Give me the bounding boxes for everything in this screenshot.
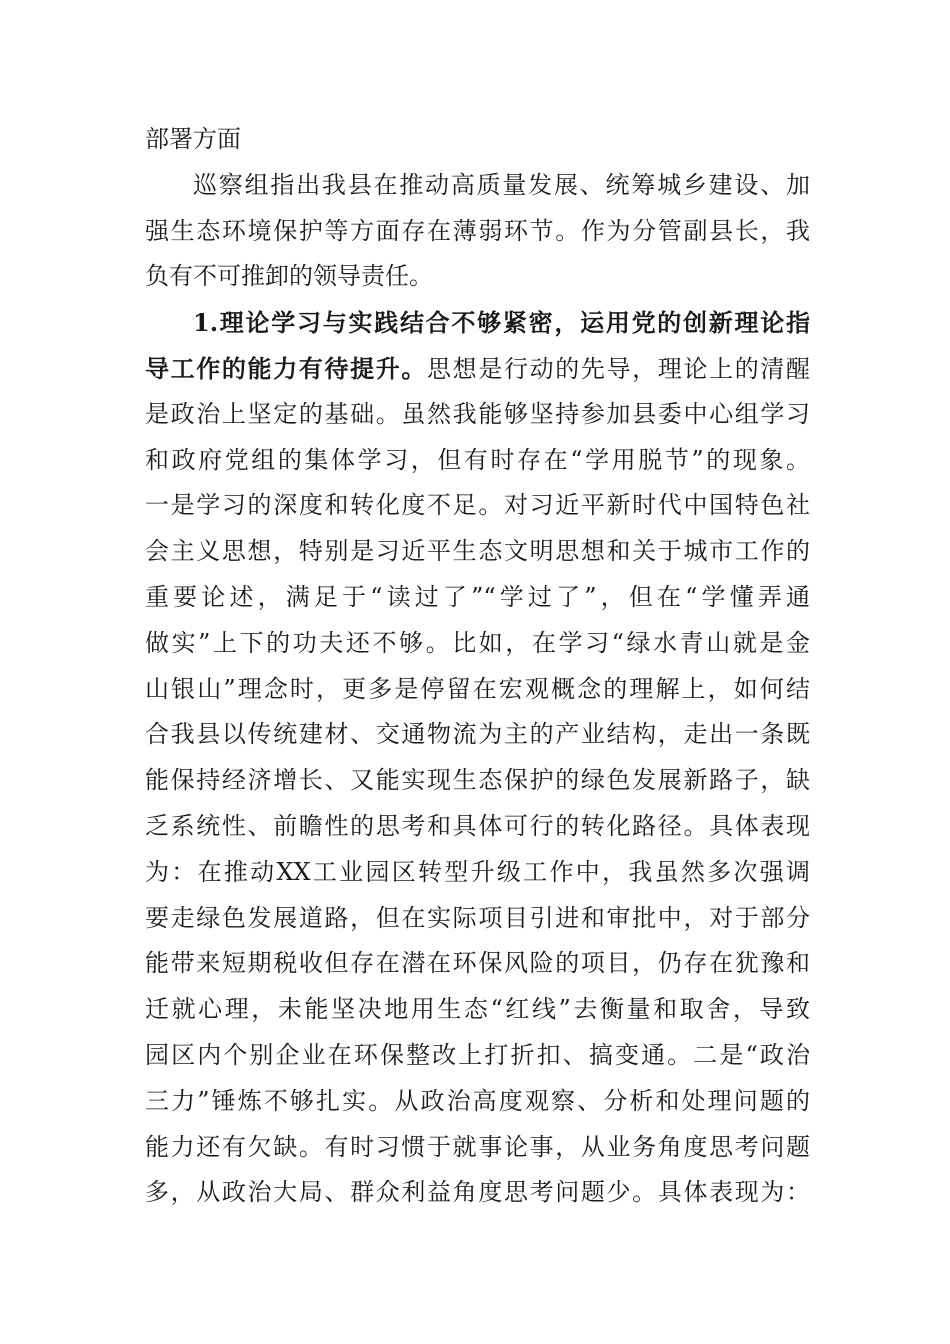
paragraph-line: 能保持经济增长、又能实现生态保护的绿色发展新路子，缺 [145,766,810,795]
paragraph-line: 三力”锤炼不够扎实。从政治高度观察、分析和处理问题的 [145,1086,810,1115]
paragraph-line: 是政治上坚定的基础。虽然我能够坚持参加县委中心组学习 [145,399,810,428]
paragraph-line: 迁就心理，未能坚决地用生态“红线”去衡量和取舍，导致 [145,995,810,1024]
paragraph-line: 合我县以传统建材、交通物流为主的产业结构，走出一条既 [145,720,810,749]
paragraph-line: 负有不可推卸的领导责任。 [145,262,433,291]
document-body [145,117,810,1216]
numbered-point-title: 1.理论学习与实践结合不够紧密，运用党的创新理论指 [193,308,810,338]
paragraph-line: 园区内个别企业在环保整改上打折扣、搞变通。二是“政治 [145,1040,810,1069]
section-heading-tail: 部署方面 [145,125,241,153]
paragraph-line: 多，从政治大局、群众利益角度思考问题少。具体表现为： [145,1178,810,1207]
paragraph-line: 乏系统性、前瞻性的思考和具体可行的转化路径。具体表现 [145,811,810,840]
paragraph-text: 思想是行动的先导，理论上的清醒 [427,354,811,383]
paragraph-line: 山银山”理念时，更多是停留在宏观概念的理解上，如何结 [145,674,810,703]
paragraph-inspection-findings [145,163,810,300]
paragraph-line: 强生态环境保护等方面存在薄弱环节。作为分管副县长，我 [145,216,810,245]
paragraph-line [145,346,810,392]
paragraph-line: 巡察组指出我县在推动高质量发展、统筹城乡建设、加 [193,170,810,199]
paragraph-line: 一是学习的深度和转化度不足。对习近平新时代中国特色社 [145,491,810,520]
paragraph-line: 重要论述，满足于“读过了”“学过了”，但在“学懂弄通 [145,582,810,611]
paragraph-line: 要走绿色发展道路，但在实际项目引进和审批中，对于部分 [145,903,810,932]
paragraph-line: 为：在推动XX工业园区转型升级工作中，我虽然多次强调 [145,857,810,886]
paragraph-line: 能带来短期税收但存在潜在环保风险的项目，仍存在犹豫和 [145,949,810,978]
paragraph-theory-study [145,300,810,1216]
paragraph-line: 能力还有欠缺。有时习惯于就事论事，从业务角度思考问题 [145,1132,810,1161]
point-title-tail: 导工作的能力有待提升。 [145,353,428,383]
paragraph-line: 做实”上下的功夫还不够。比如，在学习“绿水青山就是金 [145,628,810,657]
paragraph-line: 和政府党组的集体学习，但有时存在“学用脱节”的现象。 [145,445,810,474]
paragraph-line: 会主义思想，特别是习近平生态文明思想和关于城市工作的 [145,537,810,566]
